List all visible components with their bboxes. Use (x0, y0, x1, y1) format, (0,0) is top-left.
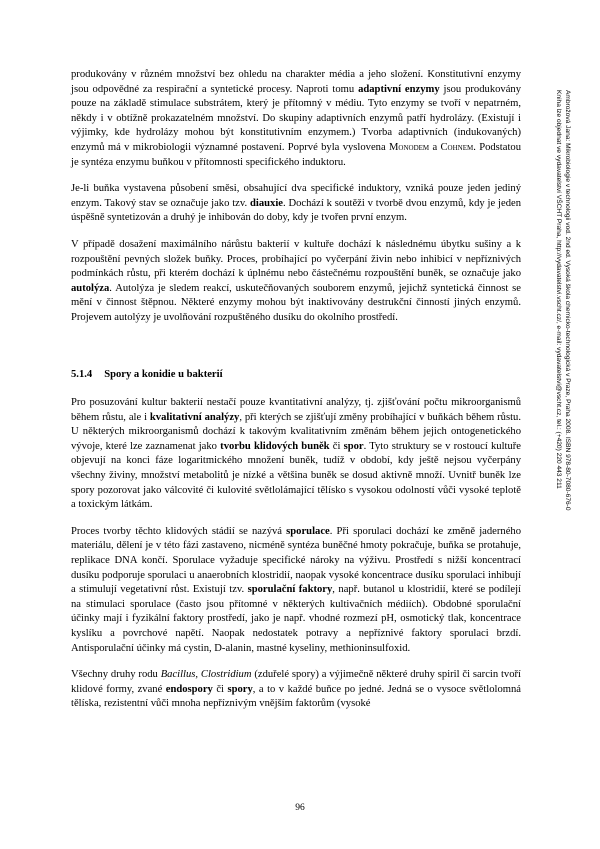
text: či (329, 440, 344, 452)
text: produkovány v různém množství bez ohledu na charakter média a jeho složení. Konstitutivní enzymy jsou odpovědné za respirační a syntetické procesy. Naproti tomu (71, 69, 521, 95)
text: Je-li buňka vystavena působení směsi, obsahující dva specifické induktory, vzniká pouze jeden jediný enzym. Takový stav se označuje jako tzv. (71, 183, 521, 209)
term-adaptive-enzymes: adaptivní enzymy (358, 83, 440, 95)
text: Pro posuzování kultur bakterií nestačí pouze kvantitativní analýzy, tj. zjišťování počtu mikroorganismů během růstu, ale i (71, 397, 521, 423)
genus-names: Bacillus, Clostridium (160, 669, 252, 681)
paragraph-qualitative-analysis (71, 396, 521, 513)
paragraph-autolysis (71, 238, 521, 326)
text: , a to v každé buňce po jedné. Jedná se o vysoce světlolomná tělíska, rezistentní vůči mnoha nepříznivým vnějším faktorům (vysoké (71, 683, 521, 710)
author-cohn: Cohnem (440, 141, 474, 153)
author-monod: Monodem (388, 141, 430, 153)
term-autolysis: autolýza (71, 282, 110, 294)
text: (zduřelé spory) a výjimečně některé druhy spiril či sarcin tvoří klidové formy, zvané (71, 669, 521, 695)
text: . Dochází k soutěži v tvorbě dvou enzymů, kdy je jeden úspěšně syntetizován a druhý je inhibován do doby, kdy je tvořen první enzym. (71, 197, 521, 224)
text: . Při sporulaci dochází ke změně jaderného materiálu, dělení je v této fázi zastaveno, nicméně syntéza buněčné hmoty pokračuje, buňka se protahuje, replikace DNA končí. Sporulace vyžaduje specifické nároky na výživu. Prostředí s nižší koncentrací dusíku podporuje sporulaci u anaerobních klostridií, naopak vysoké koncentrace dusíku sporulaci inhibují a stimulují vegetativní růst. Existují tzv. (71, 525, 521, 596)
term-endospores: endospory (165, 683, 213, 695)
text: a (429, 141, 441, 153)
page-number: 96 (295, 803, 305, 813)
text: Proces tvorby těchto klidových stádií se nazývá (71, 525, 287, 537)
term-sporulation-factors: sporulační faktory (247, 584, 333, 596)
section-title: Spory a konidie u bakterií (104, 368, 223, 380)
text: jsou produkovány pouze na základě stimulace substrátem, který je přítomný v médiu. Tyto enzymy se tvoří v nepatrném, někdy i v obtížně prokazatelném množství. Do skupiny adaptivních enzymů patří hydrolázy. (Existují i výjimky, kde hydrolázy mohou být konstitutivním enzymem.) Tvorba adaptivních (indukovaných) enzymů má v mikrobiologii významné postavení. Poprvé byla vyslovena (71, 83, 522, 153)
paragraph-diauxie (71, 182, 521, 226)
copyright-sidebar (554, 90, 572, 650)
section-heading (71, 368, 521, 383)
term-diauxie: diauxie (250, 197, 283, 209)
text: či (212, 683, 228, 695)
text: . Tyto struktury se v rostoucí kultuře objevují na konci fáze logaritmického množení buněk, tudíž v období, kdy ještě nejsou vyčerpány všechny živiny, množství metabolitů je nízké a většina buněk se dosud aktivně množí. Uvnitř buněk lze spory pozorovat jako válcovité či kulovité světlolámající tělísko s vysokou odolností vůči vysoké teplotě a toxickým látkám. (71, 440, 521, 511)
text: V případě dosažení maximálního nárůstu bakterií v kultuře dochází k následnému úbytku sušiny a k rozpouštění pevných složek buňky. Proces, probíhající po vyčerpání živin nebo inhibicí v nepříznivých podmínkách růstu, při kterém dochází k úplnému nebo částečnému rozpouštění buněk, se označuje jako (71, 238, 521, 280)
main-text (71, 68, 521, 724)
text: . Autolýza je sledem reakcí, uskutečňovaných souborem enzymů, jejichž syntetická činnost se mění v činnost štěpnou. Některé enzymy mohou být inaktivovány destrukční činností jiných enzymů. Projevem autolýzy je uvolňování rozpuštěného dusíku do okolního prostředí. (71, 282, 521, 323)
paragraph-enzymes (71, 68, 521, 170)
paragraph-endospores (71, 668, 521, 712)
paragraph-sporulation (71, 525, 521, 656)
text: , při kterých se zjišťují změny probíhající v buňkách během růstu. U některých mikroorganismů dochází k takovým kvalitativním změnám během jejich ontogenetického vývoje, které lze zaznamenat jako (71, 411, 521, 452)
term-spores: spor (343, 440, 364, 452)
sidebar-order-line: Kniha lze objednat ve vydavatelství VŠCHT Praha, http://vydavatelstvi.vscht.cz/, e-mail: vydavatelstvi@vscht.cz, tel.: (+420) 220 443 211 (555, 90, 562, 489)
text: Všechny druhy rodu (71, 669, 161, 681)
text: , např. butanol u klostridií, které se podílejí na stimulaci sporulace (často jsou přítomné v některých kultivačních médiích). Obdobné sporulační účinky mají i fyzikální faktory prostředí, jako je např. vhodné rozmezí pH, osmotický tlak, koncentrace kyslíku a povrchové napětí. Naopak nedostatek potravy a nepříznivé faktory sporulaci brzdí. Antisporulační účinky má cystin, D-alanin, mastné kyseliny, methioninsulfoxid. (71, 584, 521, 654)
term-resting-cells: tvorbu klidových buněk (220, 440, 330, 452)
term-spores: spory (227, 683, 253, 695)
term-sporulation: sporulace (286, 525, 330, 537)
text: . Podstatou je syntéza enzymu buňkou v přítomnosti specifického induktoru. (71, 141, 521, 168)
section-number: 5.1.4 (71, 368, 93, 380)
term-qualitative-analysis: kvalitativní analýzy (149, 411, 240, 423)
sidebar-citation-line: Ambrožová Jana: Mikrobiologie v technologii vod. 2nd ed. Vysoká škola chemicko-technologická v Praze, Praha 2008. ISBN 978-80-7080-676-0 (564, 90, 571, 511)
